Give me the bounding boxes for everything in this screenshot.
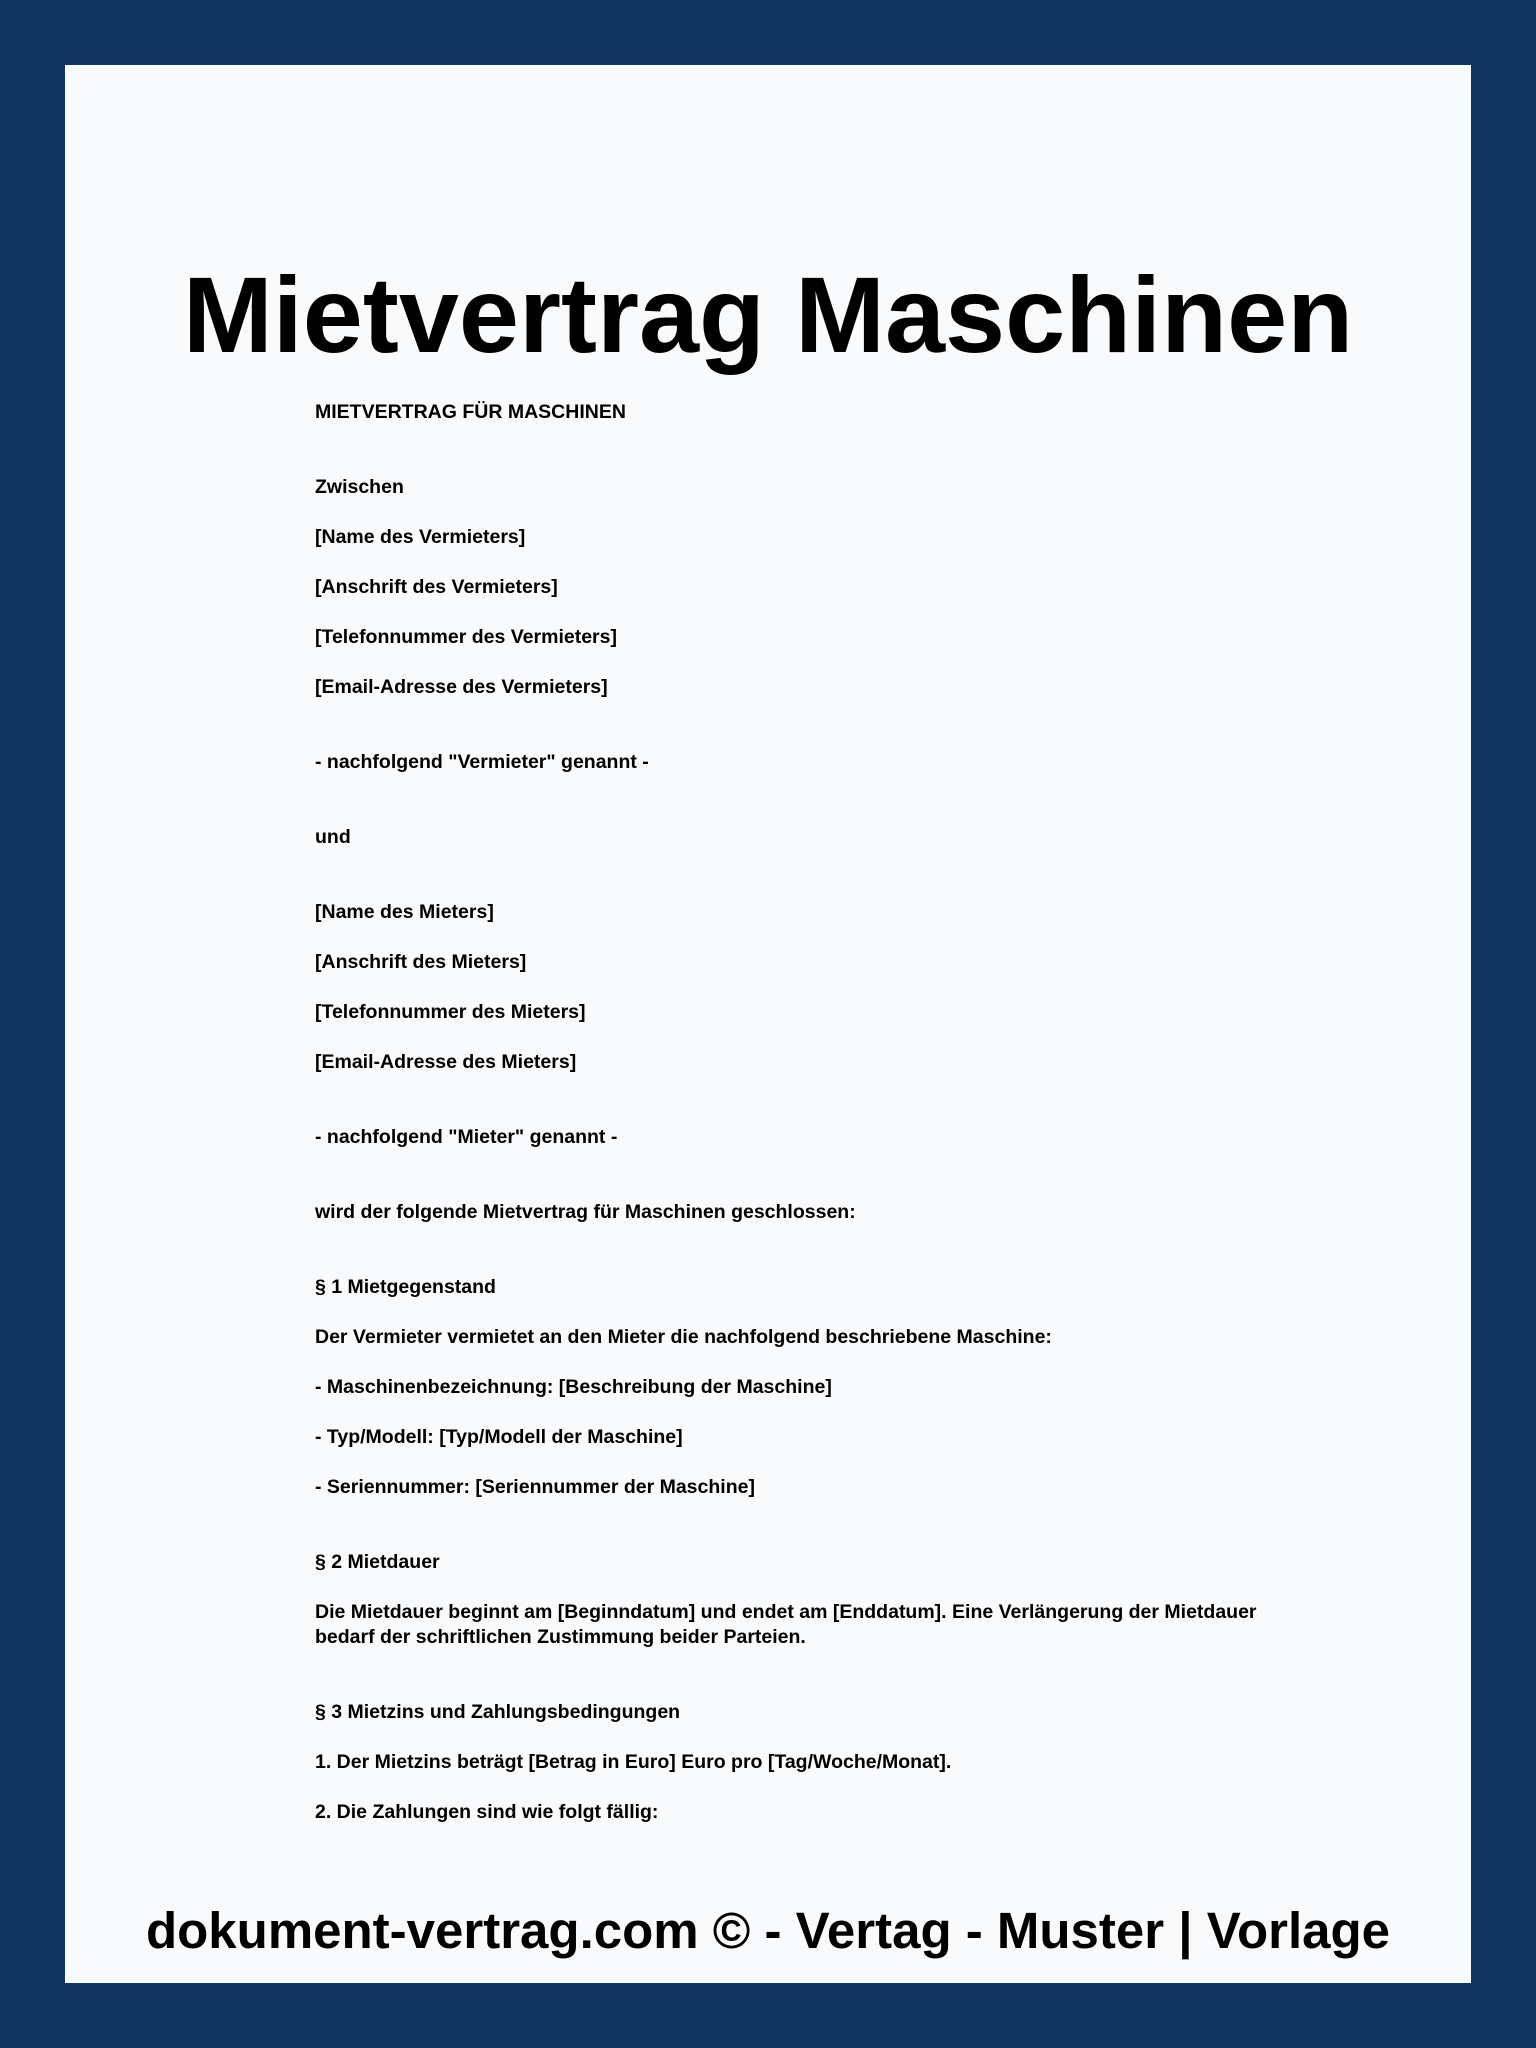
- section-1-text: Der Vermieter vermietet an den Mieter die nachfolgend beschriebene Maschine:: [315, 1326, 1052, 1348]
- section-2-text-line-2: bedarf der schriftlichen Zustimmung beider Parteien.: [315, 1626, 806, 1648]
- tenant-email: [Email-Adresse des Mieters]: [315, 1051, 577, 1073]
- section-2-text-line-1: Die Mietdauer beginnt am [Beginndatum] und endet am [Enddatum]. Eine Verlängerung der Mietdauer: [315, 1601, 1257, 1623]
- section-1-heading: § 1 Mietgegenstand: [315, 1276, 496, 1298]
- contract-intro: wird der folgende Mietvertrag für Maschinen geschlossen:: [315, 1201, 856, 1223]
- landlord-phone: [Telefonnummer des Vermieters]: [315, 626, 617, 648]
- section-1-item-model: - Typ/Modell: [Typ/Modell der Maschine]: [315, 1426, 683, 1448]
- landlord-name: [Name des Vermieters]: [315, 526, 526, 548]
- section-3-item-1: 1. Der Mietzins beträgt [Betrag in Euro] Euro pro [Tag/Woche/Monat].: [315, 1751, 952, 1773]
- tenant-name: [Name des Mieters]: [315, 901, 494, 923]
- document-title: Mietvertrag Maschinen: [182, 254, 1354, 375]
- document-sheet: [65, 65, 1471, 1983]
- footer-watermark: dokument-vertrag.com © - Vertag - Muster | Vorlage: [146, 1902, 1390, 1959]
- landlord-address: [Anschrift des Vermieters]: [315, 576, 558, 598]
- section-1-item-serial: - Seriennummer: [Seriennummer der Maschine]: [315, 1476, 755, 1498]
- section-1-item-name: - Maschinenbezeichnung: [Beschreibung der Maschine]: [315, 1376, 832, 1398]
- landlord-designation: - nachfolgend "Vermieter" genannt -: [315, 751, 649, 773]
- section-3-item-2: 2. Die Zahlungen sind wie folgt fällig:: [315, 1801, 659, 1823]
- tenant-address: [Anschrift des Mieters]: [315, 951, 527, 973]
- landlord-email: [Email-Adresse des Vermieters]: [315, 676, 608, 698]
- tenant-designation: - nachfolgend "Mieter" genannt -: [315, 1126, 618, 1148]
- and-label: und: [315, 826, 351, 848]
- section-3-heading: § 3 Mietzins und Zahlungsbedingungen: [315, 1701, 681, 1723]
- section-2-heading: § 2 Mietdauer: [315, 1551, 440, 1573]
- between-label: Zwischen: [315, 476, 404, 498]
- tenant-phone: [Telefonnummer des Mieters]: [315, 1001, 586, 1023]
- contract-heading: MIETVERTRAG FÜR MASCHINEN: [315, 401, 626, 423]
